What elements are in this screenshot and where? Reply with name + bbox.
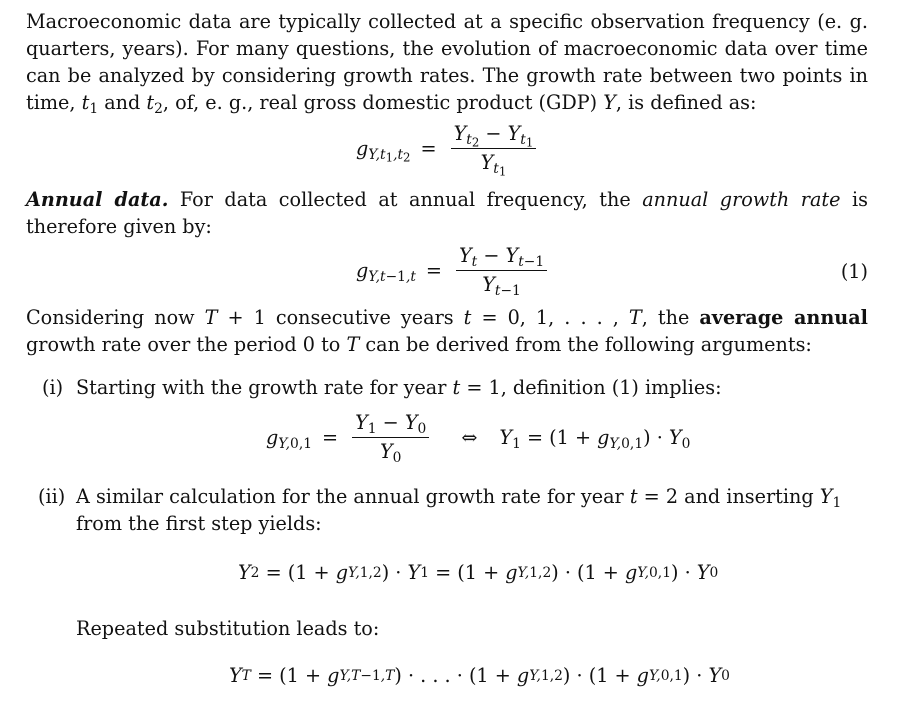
document-body <box>26 8 868 692</box>
math-t-equals-1: t = 1 <box>452 376 501 399</box>
eq-def-numerator: $Y_{t_2} - Y_{t_1}$ <box>451 122 537 149</box>
considering-text: Considering now <box>26 306 205 329</box>
step-i-text: Starting with the growth rate for year <box>76 376 453 399</box>
equation-final <box>26 642 868 692</box>
math-Y: Y <box>603 91 616 114</box>
eq-step-i-rhs: $Y_1 = (1 + g_{Y,0,1}) \cdot Y_0$ <box>499 426 691 452</box>
math-T: T <box>346 333 360 356</box>
math-T-plus-1: T + 1 <box>204 306 266 329</box>
math-Y1: $Y_1$ <box>819 485 842 511</box>
equation-number-1: (1) <box>840 260 868 283</box>
eq1-denominator: $Y_{t-1}$ <box>482 273 521 299</box>
considering-text-5: can be derived from the following arguments: <box>359 333 812 356</box>
considering-paragraph <box>26 304 868 358</box>
equation-1 <box>26 240 868 304</box>
equation-step-i <box>26 401 868 473</box>
intro-text: Macroeconomic data are typically collected at a specific observation frequency (e. g. quarters, years). For many questions, the evolution of macroeconomic data over time can be analyzed by considering growth rates. The growth rate between two points in time, <box>26 10 868 114</box>
step-ii-text: A similar calculation for the annual growth rate for year <box>76 485 630 508</box>
eq1-numerator: $Y_t - Y_{t-1}$ <box>456 244 547 271</box>
equation-definition <box>26 116 868 184</box>
step-i-label: (i) <box>42 376 64 399</box>
step-ii-text-2: and inserting <box>678 485 820 508</box>
step-i <box>26 374 868 401</box>
step-ii <box>26 483 868 537</box>
math-t2: $t_2$ <box>146 91 163 117</box>
repeated-label: Repeated substitution leads to: <box>76 617 380 640</box>
considering-text-2: consecutive years <box>265 306 464 329</box>
eq-step-i-lhs: $g_{Y,0,1}$ <box>266 426 312 452</box>
math-t-equals-2: t = 2 <box>629 485 679 508</box>
equivalence-arrow: ⇔ <box>461 426 478 449</box>
eq-step-ii-expression: Y 2 = (1 + g Y,1,2 ) · Y 1 = (1 + g Y,1,2 ) · (1 + g Y,0,1 ) · Y 0 <box>238 561 719 584</box>
eq-step-i-equals: = <box>322 426 339 449</box>
step-i-text-2: , definition (1) implies: <box>500 376 722 399</box>
annual-text-2: is therefore given by: <box>26 188 869 238</box>
considering-text-3: , the <box>641 306 700 329</box>
annual-heading: Annual data. <box>26 188 169 211</box>
intro-text-3: , is defined as: <box>615 91 757 114</box>
annual-paragraph <box>26 186 868 240</box>
equation-step-ii <box>26 537 868 595</box>
considering-text-4: growth rate over the period 0 to <box>26 333 347 356</box>
annual-text: For data collected at annual frequency, the <box>168 188 643 211</box>
eq-def-fraction <box>451 122 537 179</box>
considering-bold: average annual <box>699 306 868 329</box>
eq-step-i-denominator: $Y_0$ <box>379 440 402 466</box>
eq1-equals: = <box>425 259 442 282</box>
eq-def-lhs: $g_{Y,t_1,t_2}$ <box>356 137 411 165</box>
eq-final-expression: Y T = (1 + g Y,T−1,T ) · . . . · (1 + g Y,1,2 ) · (1 + g Y,0,1 ) · Y 0 <box>229 664 730 687</box>
repeated-text <box>26 615 868 642</box>
math-t-range: t = 0, 1, . . . , T <box>463 306 642 329</box>
eq-def-denominator: $Y_{t_1}$ <box>480 151 507 179</box>
eq1-lhs: $g_{Y,t-1,t}$ <box>356 259 416 285</box>
step-ii-text-3: from the first step yields: <box>76 512 322 535</box>
eq-step-i-fraction <box>352 411 429 464</box>
step-ii-label: (ii) <box>38 485 66 508</box>
eq1-fraction <box>456 244 547 297</box>
intro-and: and <box>98 91 147 114</box>
math-t1: $t_1$ <box>81 91 99 117</box>
eq-step-i-numerator: $Y_1 - Y_0$ <box>352 411 429 438</box>
eq-def-equals: = <box>420 137 437 160</box>
intro-paragraph <box>26 8 868 116</box>
annual-term: annual growth rate <box>642 188 841 211</box>
intro-text-2: , of, e. g., real gross domestic product (GDP) <box>162 91 604 114</box>
